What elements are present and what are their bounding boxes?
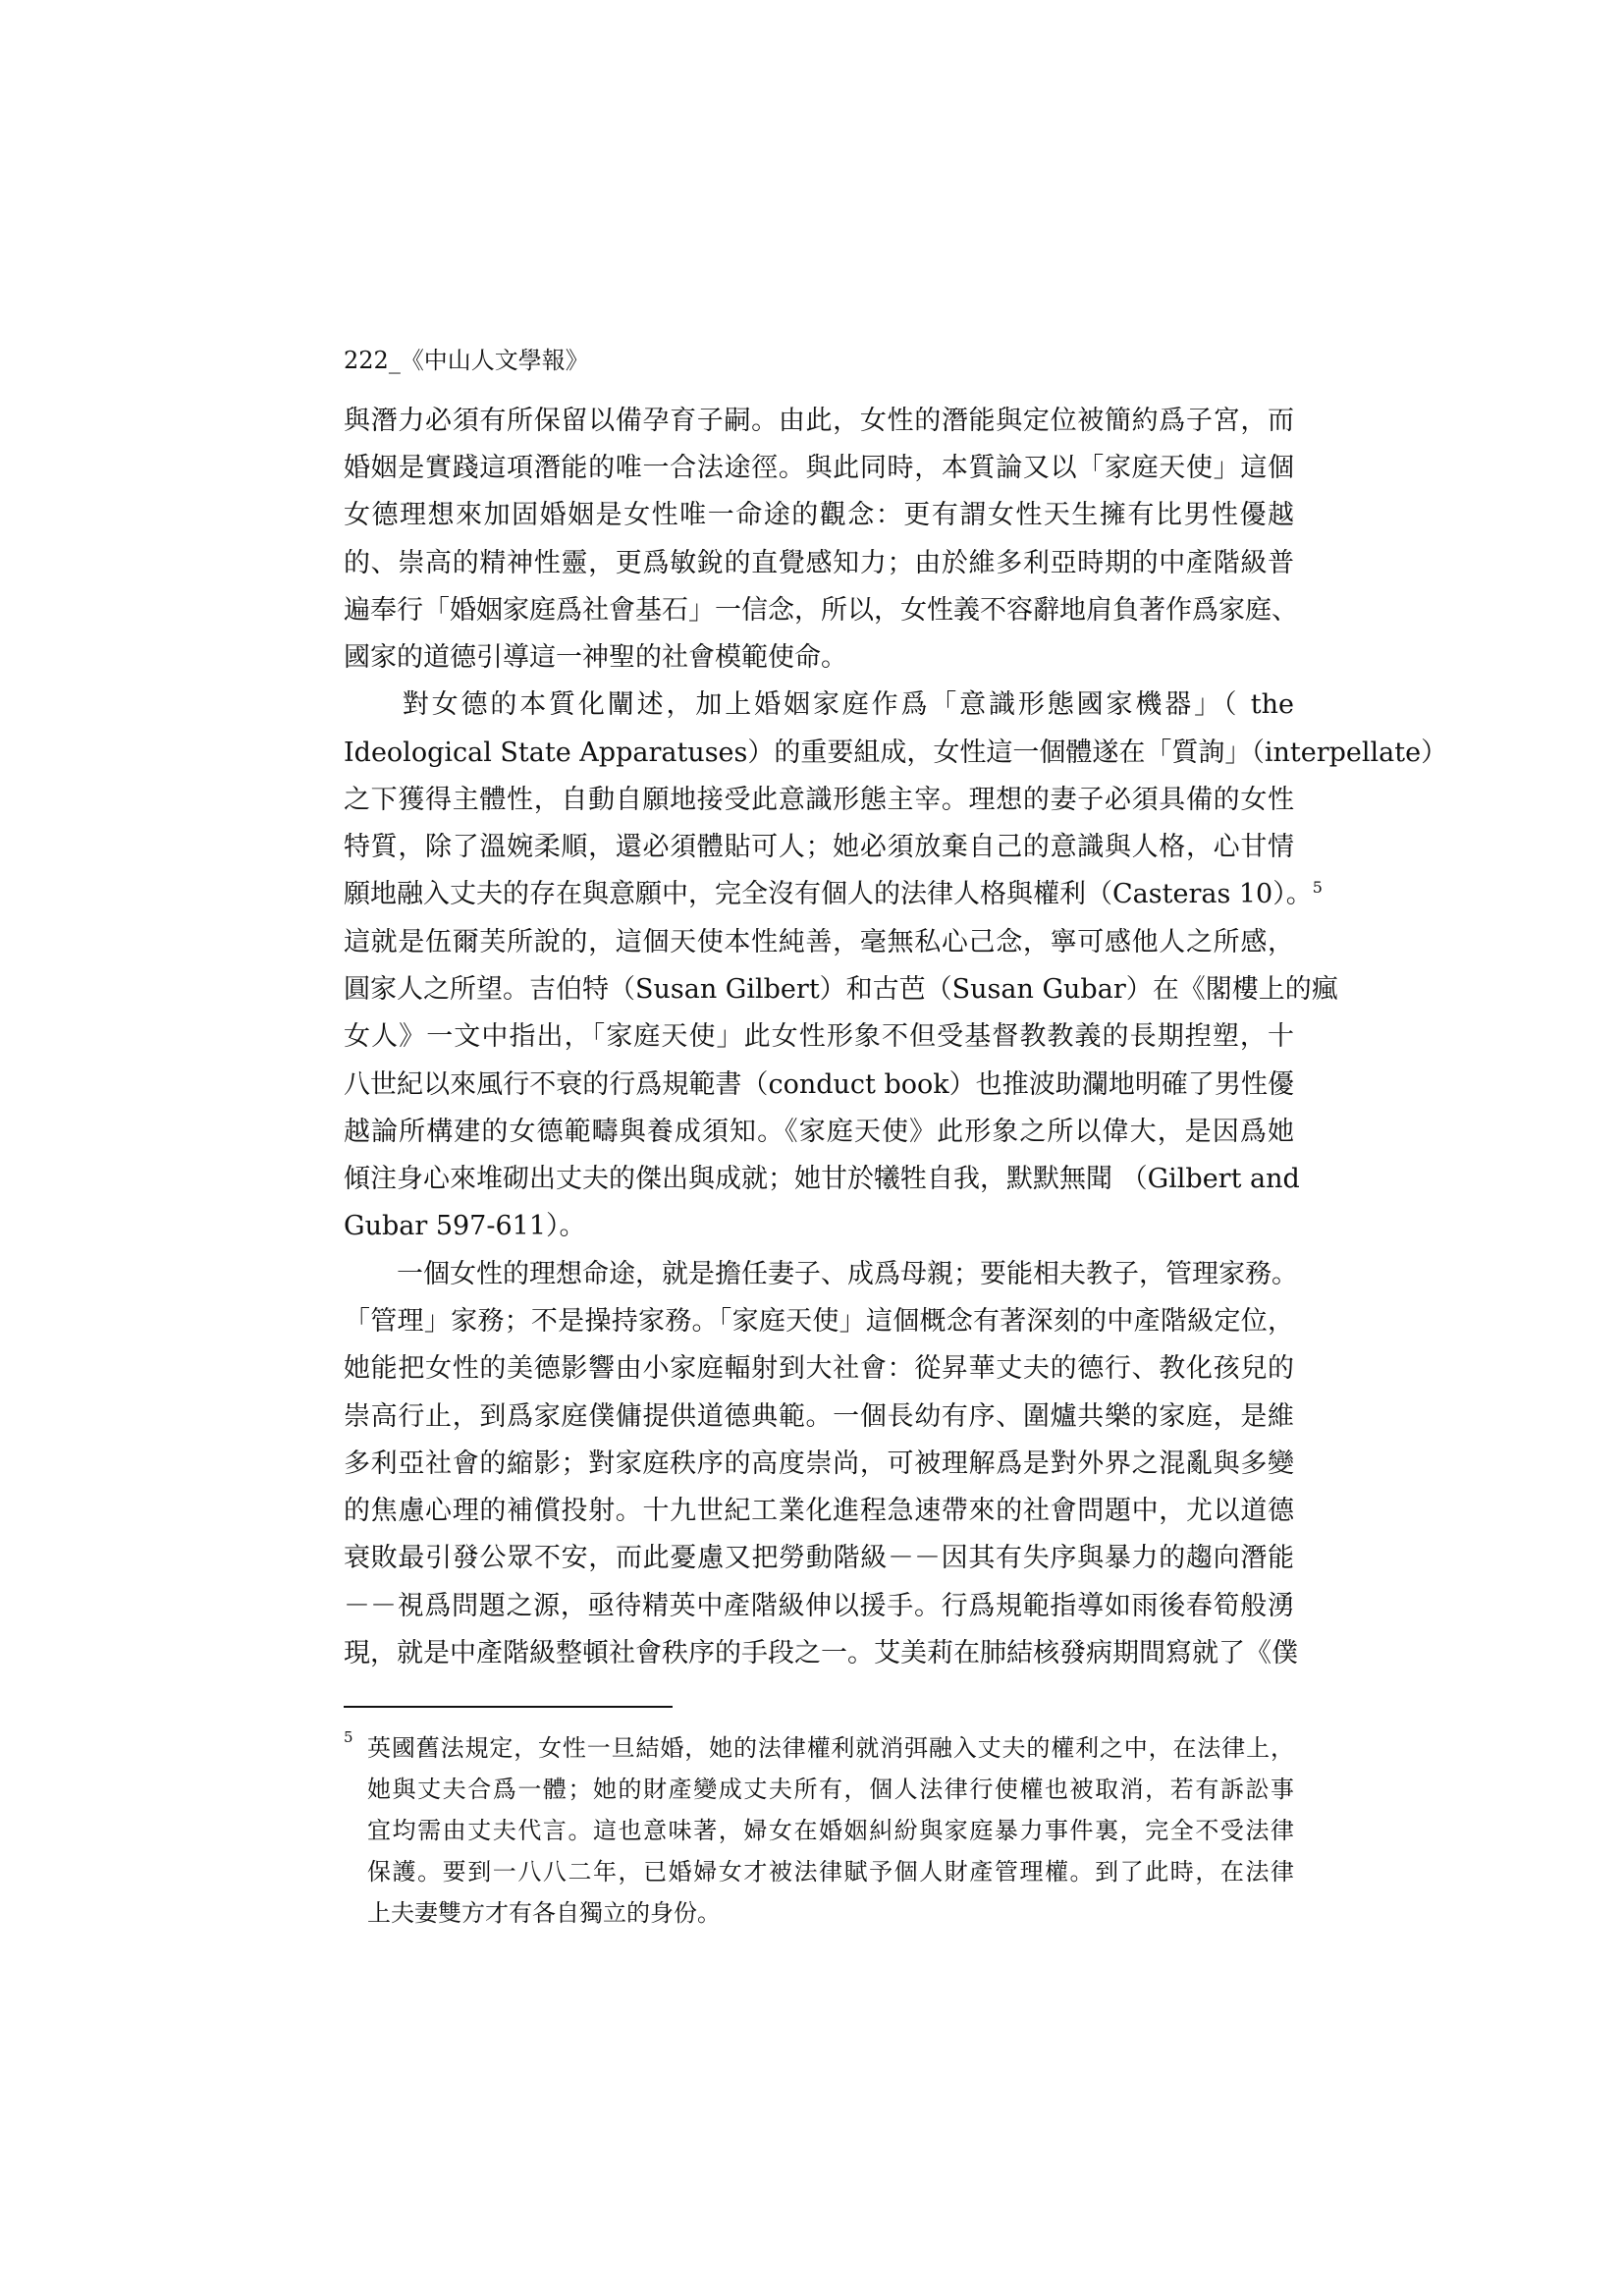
body-line-18: Gubar 597-611）。	[344, 1211, 586, 1241]
body-line-23: 多利亞社會的縮影；對家庭秩序的高度崇尚，可被理解爲是對外界之混亂與多變	[344, 1449, 1294, 1479]
body-line-19: 一個女性的理想命途，就是擔任妻子、成爲母親；要能相夫教子，管理家務。	[344, 1259, 1298, 1289]
body-line-12: 這就是伍爾芙所說的，這個天使本性純善，毫無私心己念，寧可感他人之所感，	[344, 927, 1294, 957]
body-line-22: 崇高行止，到爲家庭僕傭提供道德典範。一個長幼有序、圍爐共樂的家庭，是維	[344, 1401, 1294, 1432]
body-line-2: 婚姻是實踐這項潛能的唯一合法途徑。與此同時，本質論又以「家庭天使」這個	[344, 453, 1294, 483]
body-line-10: 特質，除了溫婉柔順，還必須體貼可人；她必須放棄自己的意識與人格，心甘情	[344, 832, 1294, 862]
body-line-15: 八世紀以來風行不衰的行爲規範書（conduct book）也推波助瀾地明確了男性優	[344, 1069, 1294, 1100]
journal-title: _《中山人文學報》	[388, 347, 589, 374]
body-line-4: 的、崇高的精神性靈，更爲敏銳的直覺感知力；由於維多利亞時期的中產階級普	[344, 548, 1294, 578]
body-line-11-text: 願地融入丈夫的存在與意願中，完全沒有個人的法律人格與權利（Casteras 10）。	[344, 879, 1313, 909]
footnote-line-4: 保護。要到一八八二年，已婚婦女才被法律賦予個人財產管理權。到了此時，在法律	[367, 1858, 1294, 1886]
footnote-divider	[344, 1706, 673, 1708]
footnote-line-3: 宜均需由丈夫代言。這也意味著，婦女在婚姻糾紛與家庭暴力事件裏，完全不受法律	[367, 1817, 1294, 1844]
running-header	[344, 346, 589, 375]
body-line-24: 的焦慮心理的補償投射。十九世紀工業化進程急速帶來的社會問題中，尤以道德	[344, 1496, 1294, 1526]
body-line-7: 對女德的本質化闡述，加上婚姻家庭作爲「意識形態國家機器」（ the	[344, 689, 1294, 720]
body-line-8: Ideological State Apparatuses）的重要組成，女性這一個體遂在「質詢」（interpellate）	[344, 738, 1448, 768]
body-line-6: 國家的道德引導這一神聖的社會模範使命。	[344, 642, 847, 673]
footnote-line-2: 她與丈夫合爲一體；她的財產變成丈夫所有，個人法律行使權也被取消，若有訴訟事	[367, 1776, 1294, 1803]
body-line-26: －－視爲問題之源，亟待精英中產階級伸以援手。行爲規範指導如雨後春筍般湧	[344, 1591, 1294, 1621]
body-line-21: 她能把女性的美德影響由小家庭輻射到大社會：從昇華丈夫的德行、教化孩兒的	[344, 1353, 1294, 1384]
body-line-17: 傾注身心來堆砌出丈夫的傑出與成就；她甘於犧牲自我，默默無聞 （Gilbert and	[344, 1164, 1300, 1194]
page-number: 222	[344, 347, 389, 374]
body-line-25: 衰敗最引發公眾不安，而此憂慮又把勞動階級－－因其有失序與暴力的趨向潛能	[344, 1543, 1294, 1573]
body-line-16: 越論所構建的女德範疇與養成須知。《家庭天使》此形象之所以偉大，是因爲她	[344, 1117, 1294, 1147]
footnote-marker: 5	[1312, 878, 1323, 897]
body-line-11	[344, 877, 1323, 912]
footnote-line-1: 英國舊法規定，女性一旦結婚，她的法律權利就消弭融入丈夫的權利之中，在法律上，	[367, 1734, 1294, 1762]
body-line-3: 女德理想來加固婚姻是女性唯一命途的觀念：更有謂女性天生擁有比男性優越	[344, 500, 1294, 530]
footnote-line-5: 上夫妻雙方才有各自獨立的身份。	[367, 1899, 721, 1927]
footnote-number: 5	[344, 1728, 353, 1746]
body-line-1: 與潛力必須有所保留以備孕育子嗣。由此，女性的潛能與定位被簡約爲子宮，而	[344, 406, 1294, 436]
body-line-9: 之下獲得主體性，自動自願地接受此意識形態主宰。理想的妻子必須具備的女性	[344, 785, 1294, 815]
body-line-5: 遍奉行「婚姻家庭爲社會基石」一信念，所以，女性義不容辭地肩負著作爲家庭、	[344, 595, 1298, 626]
body-line-13: 圓家人之所望。吉伯特（Susan Gilbert）和古芭（Susan Gubar）在《閣樓上的瘋	[344, 974, 1338, 1005]
body-line-27: 現，就是中產階級整頓社會秩序的手段之一。艾美莉在肺結核發病期間寫就了《僕	[344, 1638, 1298, 1668]
body-line-20: 「管理」家務；不是操持家務。「家庭天使」這個概念有著深刻的中產階級定位，	[344, 1306, 1294, 1337]
body-line-14: 女人》一文中指出，「家庭天使」此女性形象不但受基督教教義的長期揑塑，十	[344, 1021, 1294, 1052]
